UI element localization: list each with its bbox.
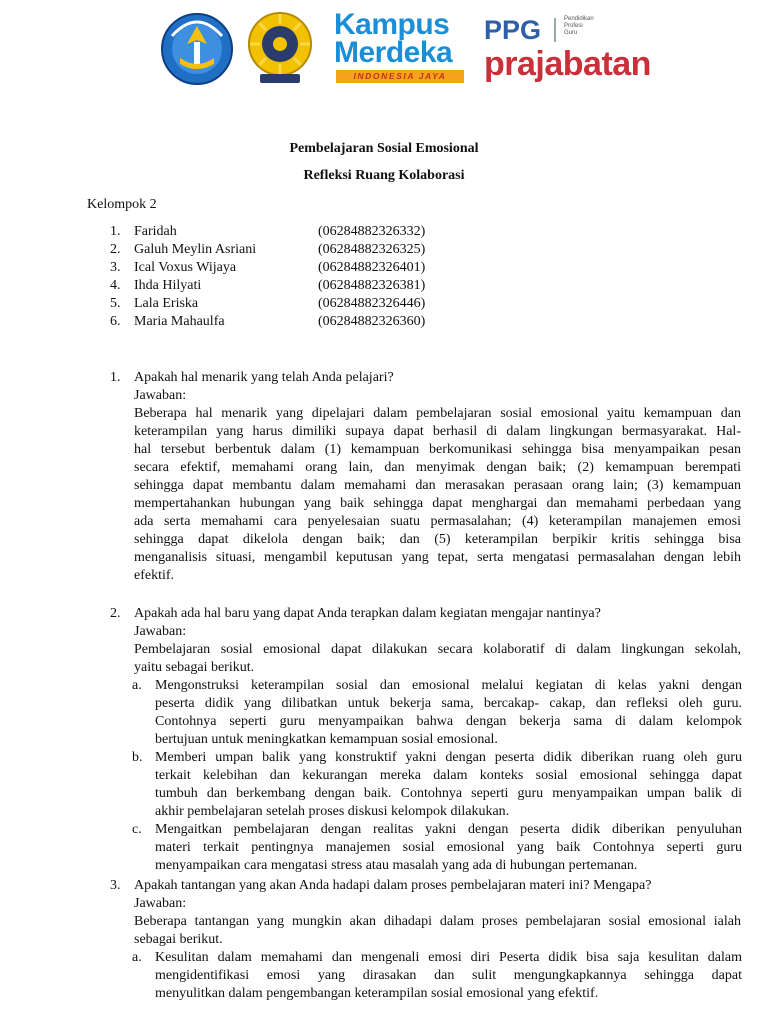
member-name: Ical Voxus Wijaya — [134, 260, 237, 275]
ppg-divider — [554, 18, 556, 42]
ppg-title: PPG — [484, 15, 542, 45]
answer-intro: Beberapa tantangan yang mungkin akan dihadapi dalam proses pembelajaran sosial emosional ialah sebagai berikut. — [134, 914, 741, 947]
kampus-merdeka-logo — [334, 8, 474, 86]
question-text: Apakah tantangan yang akan Anda hadapi dalam proses pembelajaran materi ini? Mengapa? — [134, 878, 652, 893]
group-label: Kelompok 2 — [87, 197, 157, 212]
member-name: Faridah — [134, 224, 177, 239]
ppg-prajabatan-logo — [484, 10, 674, 88]
member-name: Ihda Hilyati — [134, 278, 202, 293]
member-id: (06284882326360) — [318, 314, 426, 329]
university-logo-icon — [246, 10, 314, 86]
member-name: Lala Eriska — [134, 296, 199, 311]
km-line1: Kampus — [334, 8, 450, 41]
tut-wuri-handayani-logo-icon — [160, 12, 234, 86]
member-id: (06284882326332) — [318, 224, 426, 239]
document-title: Pembelajaran Sosial Emosional — [289, 141, 479, 156]
ppg-prajabatan-word: prajabatan — [484, 45, 651, 83]
question-text: Apakah hal menarik yang telah Anda pelajari? — [134, 370, 394, 385]
answer-paragraph: Beberapa hal menarik yang dipelajari dalam pembelajaran sosial emosional yaitu kemampuan dan keterampilan yang harus dimiliki supaya dapat berhasil di dalam lingkungan bermasyarakat. Hal- hal tersebut berbentuk dalam (1) kemampuan berkomunikasi sehingga bisa menyampaikan pesan secara efektif, memahami orang lain, dan menyimak dengan baik; (2) kemampuan berempati sehingga dapat membantu dalam memahami dan merasakan perasaan orang lain; (3) kemampuan mempertahankan hubungan yang baik sehingga dapat menghargai dan memahami perbedaan yang ada serta memahami cara penyelesaian suatu permasalahan; (4) keterampilan manajemen emosi sehingga dapat dikelola dengan baik; dan (5) keterampilan berpikir kritis sehingga bisa menganalisis situasi, mengambil keputusan yang tepat, serta mengatasi permasalahan dengan lebih efektif. — [134, 406, 741, 583]
member-id: (06284882326381) — [318, 278, 426, 293]
answer-intro: Pembelajaran sosial emosional dapat dilakukan secara kolaboratif di dalam lingkungan sekolah, yaitu sebagai berikut. — [134, 642, 741, 675]
answer-label: Jawaban: — [134, 624, 187, 639]
member-name: Galuh Meylin Asriani — [134, 242, 257, 257]
question-text: Apakah ada hal baru yang dapat Anda terapkan dalam kegiatan mengajar nantinya? — [134, 606, 601, 621]
answer-label: Jawaban: — [134, 896, 187, 911]
answer-label: Jawaban: — [134, 388, 187, 403]
member-name: Maria Mahaulfa — [134, 314, 225, 329]
member-id: (06284882326401) — [318, 260, 426, 275]
km-line2: Merdeka — [334, 36, 453, 69]
document-subtitle: Refleksi Ruang Kolaborasi — [303, 168, 465, 183]
member-id: (06284882326325) — [318, 242, 426, 257]
km-tagline: INDONESIA JAYA — [336, 70, 464, 83]
document-page: Kampus Merdeka INDONESIA JAYA PPG Pendidikan Profesi Guru prajabatan Pembelajaran Sosial Emosional Refleksi Ruang Kolaborasi Kelompok 2 1. Faridah (06284882326332) 2. Galuh Meylin Asriani (06284882326325) 3. Ical Voxus Wijaya (06284882326401) 4. Ihda Hilyati (06284882326381) 5. Lala Eriska (06284882326446) 6. Maria Mahaulfa (06284882326360) 1. Apakah hal menarik yang telah Anda pelajari? Jawaban: Beberapa hal menarik yang dipelajari dalam pembelajaran sosial emosional yaitu kemampuan dan keterampilan yang harus dimiliki supaya dapat berhasil di dalam lingkungan bermasyarakat. Hal- hal tersebut berbentuk dalam (1) kemampuan berkomunikasi sehingga bisa menyampaikan pesan secara efektif, memahami orang lain, dan menyimak dengan baik; (2) kemampuan berempati sehingga dapat membantu dalam memahami dan merasakan perasaan orang lain; (3) kemampuan mempertahankan hubungan yang baik sehingga dapat menghargai dan memahami perbedaan yang ada serta memahami cara penyelesaian suatu permasalahan; (4) keterampilan manajemen emosi sehingga dapat dikelola dengan baik; dan (5) keterampilan berpikir kritis sehingga bisa menganalisis situasi, mengambil keputusan yang tepat, serta mengatasi permasalahan dengan lebih efektif. 2. Apakah ada hal baru yang dapat Anda terapkan dalam kegiatan mengajar nantinya? Jawaban: Pembelajaran sosial emosional dapat dilakukan secara kolaboratif di dalam lingkungan sekolah, yaitu sebagai berikut. a. Mengonstruksi keterampilan sosial dan emosional melalui kegiatan di kelas yakni dengan peserta didik yang dilibatkan untuk bekerja sama, bercakap- cakap, dan refleksi oleh guru. Contohnya seperti guru menyampaikan bahwa dengan bekerja sama di dalam kelompok bertujuan untuk meningkatkan kemampuan sosial emosional. b. Memberi umpan balik yang konstruktif yakni dengan peserta didik diberikan ruang oleh guru terkait kelebihan dan kekurangan mereka dalam konteks sosial emosional sehingga dapat tumbuh dan berkembang dengan baik. Contohnya seperti guru menyampaikan umpan balik di akhir pembelajaran setelah proses diskusi kelompok dilakukan. c. Mengaitkan pembelajaran dengan realitas yakni dengan peserta didik diberikan penyuluhan materi terkait pentingnya manajemen sosial emosional yang baik Contohnya seperti guru menyampaikan cara mengatasi stress atau masalah yang ada di hubungan pertemanan. 3. Apakah tantangan yang akan Anda hadapi dalam proses pembelajaran materi ini? Mengapa? Jawaban: Beberapa tantangan yang mungkin akan dihadapi dalam proses pembelajaran sosial emosional ialah sebagai berikut. a. Kesulitan dalam memahami dan mengenali emosi diri Peserta didik bisa saja kesulitan dalam mengidentifikasi emosi yang dirasakan dan sulit mengungkapkannya sehingga dapat menyulitkan dalam pengembangan keterampilan sosial emosional yang efektif. — [0, 0, 768, 1024]
header-logos — [0, 8, 768, 90]
ppg-subtitle: Pendidikan Profesi Guru — [564, 16, 594, 36]
member-id: (06284882326446) — [318, 296, 426, 311]
